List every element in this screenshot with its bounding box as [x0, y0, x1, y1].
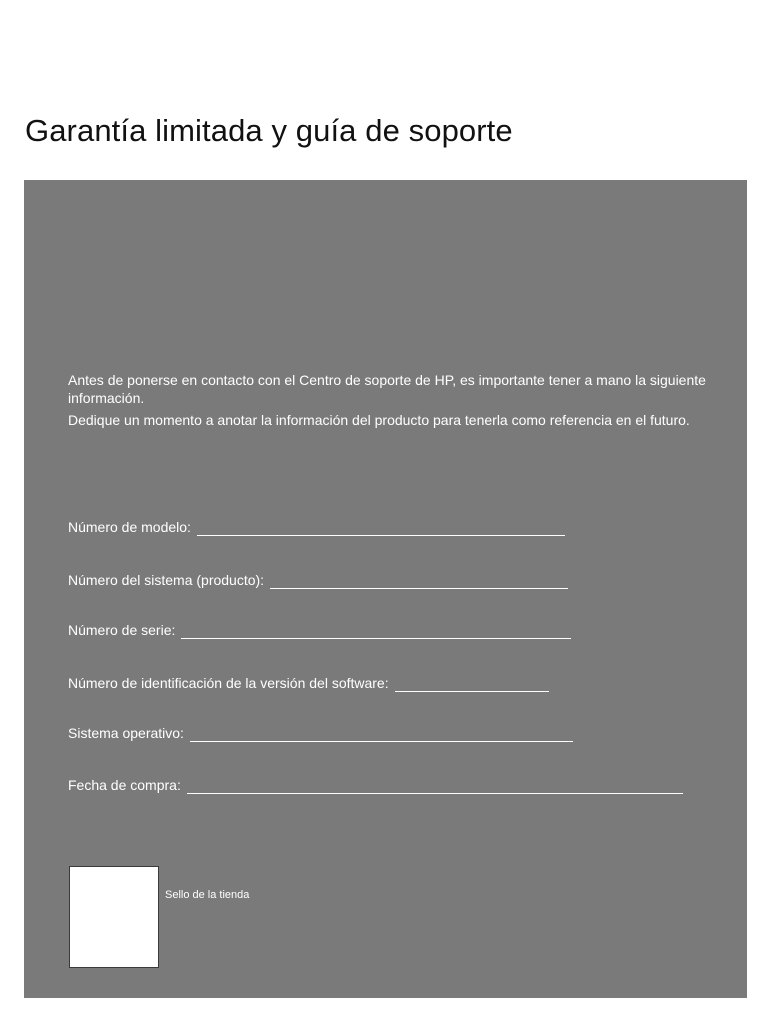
- purchase-date-field: [68, 776, 683, 794]
- operating-system-blank: [190, 727, 573, 742]
- product-info-panel: [24, 180, 747, 998]
- page-title: Garantía limitada y guía de soporte: [25, 112, 513, 148]
- store-stamp-box: [69, 866, 159, 968]
- model-number-field: [68, 518, 565, 536]
- operating-system-label: Sistema operativo:: [68, 725, 184, 741]
- system-number-blank: [270, 574, 568, 589]
- serial-number-blank: [181, 624, 571, 639]
- store-stamp-label: Sello de la tienda: [165, 889, 250, 901]
- intro-paragraph-2: Dedique un momento a anotar la información del producto para tenerla como referencia en el futuro.: [68, 412, 690, 428]
- system-number-label: Número del sistema (producto):: [68, 572, 265, 588]
- serial-number-field: [68, 621, 571, 639]
- model-number-label: Número de modelo:: [68, 519, 191, 535]
- software-id-blank: [395, 677, 549, 692]
- software-id-field: [68, 674, 549, 692]
- intro-text: [68, 371, 708, 433]
- software-id-label: Número de identificación de la versión del software:: [68, 675, 389, 691]
- purchase-date-blank: [187, 779, 683, 794]
- serial-number-label: Número de serie:: [68, 622, 176, 638]
- model-number-blank: [197, 521, 565, 536]
- operating-system-field: [68, 724, 573, 742]
- purchase-date-label: Fecha de compra:: [68, 777, 181, 793]
- intro-paragraph-1: Antes de ponerse en contacto con el Centro de soporte de HP, es importante tener a mano la siguiente información.: [68, 372, 706, 406]
- system-number-field: [68, 571, 568, 589]
